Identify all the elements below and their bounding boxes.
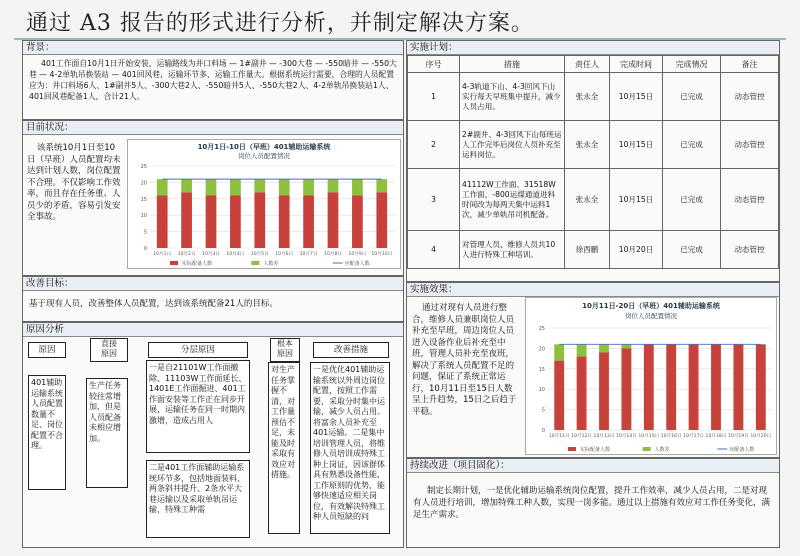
y-tick-label: 5 — [143, 229, 147, 236]
bar-diff — [554, 344, 564, 360]
x-tick-label: 10月8日 — [324, 252, 342, 257]
bar-diff — [328, 179, 339, 192]
bar-diff — [230, 179, 241, 195]
y-tick-label: 0 — [541, 428, 545, 434]
bar-actual — [230, 196, 241, 248]
plan-cell: 动态管控 — [721, 231, 779, 269]
sustain-panel — [406, 458, 780, 548]
bar-actual — [644, 344, 654, 430]
goal-panel — [22, 276, 404, 322]
table-row — [408, 231, 779, 269]
bar-diff — [206, 179, 217, 195]
x-tick-label: 10月2日 — [177, 252, 196, 257]
current-text: 该系统10月1日至10日（早班）人员配置均未达到计划人数，岗位配置不合理。不仅影响工作效率，而且存在任务重、人员少的矛盾，容易引发安全事故。 — [27, 143, 121, 222]
cause-layer-box-1: 一是自21101W工作面撤除、11103W工作面延长、1401E工作面掘进、401工作面安装等工作正在同步开展，运输任务在同一时期内激增，造成占用人 — [146, 360, 250, 453]
table-row — [408, 169, 779, 231]
plan-cell: 张永全 — [565, 73, 610, 121]
bar-actual — [279, 196, 290, 248]
plan-cell: 10月15日 — [610, 73, 663, 121]
y-tick-label: 10 — [140, 213, 147, 220]
y-tick-label: 25 — [140, 164, 147, 170]
plan-cell: 10月20日 — [610, 231, 663, 269]
background-header: 背景： — [23, 41, 403, 55]
y-tick-label: 5 — [541, 407, 545, 414]
plan-cell: 4-3轨道下山、4-3回风下山实行每天早班集中提升，减少人员占用。 — [460, 73, 565, 121]
legend-label: 人数差 — [263, 261, 279, 267]
x-tick-label: 10月5日 — [250, 252, 269, 257]
cause-h-measure: 改善措施 — [313, 342, 389, 358]
plan-cell: 已完成 — [663, 169, 721, 231]
legend-label: 实际配备人数 — [580, 447, 611, 453]
current-panel — [22, 120, 404, 276]
goal-text: 基于现有人员，改善整体人员配置，达到该系统配备21人的目标。 — [29, 299, 278, 309]
cause-h-root: 直接 原因 — [90, 338, 128, 362]
x-tick-label: 10月7日 — [299, 252, 318, 257]
y-tick-label: 0 — [143, 246, 147, 252]
y-tick-label: 20 — [140, 180, 147, 187]
x-tick-label: 10月12日 — [571, 434, 593, 439]
background-text: 401工作面自10月1日开始安装，运输路线为井口料场 — 1#副井 — -300大巷 — -550暗井 — -550大巷 — 4-2单轨吊换装站 — 401回风巷，运输环节多、运输工作量大。根据系统运行需要，合理的人员配置应为：井口料场6人、1#副井5人、-300大巷2人、-550暗井5人、-550大巷2人、4-2单轨吊换装站1人、401回风巷配备1人，合计21人。 — [29, 59, 397, 101]
bar-diff — [352, 179, 363, 195]
chart1-subtitle: 岗位人员配置情况 — [238, 152, 290, 160]
legend-label: 人数差 — [654, 447, 670, 453]
bar-actual — [254, 192, 265, 248]
plan-col-note: 备注 — [721, 56, 779, 73]
bar-diff — [621, 344, 631, 348]
plan-cell: 4 — [408, 231, 460, 269]
plan-col-time: 完成时间 — [610, 56, 663, 73]
bar-diff — [254, 179, 265, 192]
plan-col-status: 完成情况 — [663, 56, 721, 73]
bar-diff — [181, 179, 192, 192]
bar-actual — [328, 192, 339, 248]
table-row — [408, 121, 779, 169]
chart1-title: 10月1日-10日（早班）401辅助运输系统 — [197, 143, 331, 151]
plan-cell: 动态管控 — [721, 169, 779, 231]
y-tick-label: 15 — [538, 366, 545, 373]
chart2-subtitle: 岗位人员配置情况 — [625, 312, 677, 320]
plan-cell: 2 — [408, 121, 460, 169]
plan-cell: 10月15日 — [610, 121, 663, 169]
bar-actual — [689, 344, 699, 430]
plan-cell: 2#副井、4-3回风下山每班运人工作完毕后岗位人员补充至运料岗位。 — [460, 121, 565, 169]
x-tick-label: 10月16日 — [660, 434, 682, 439]
bar-actual — [206, 196, 217, 248]
current-header: 目前状况： — [23, 121, 403, 135]
x-tick-label: 10月18日 — [705, 434, 727, 439]
x-tick-label: 10月13日 — [593, 434, 615, 439]
effect-header: 实施效果： — [407, 283, 779, 297]
plan-panel — [406, 40, 780, 282]
chart-oct11-20 — [525, 297, 777, 455]
x-tick-label: 10月3日 — [202, 252, 220, 257]
cause-header: 原因分析 — [23, 323, 403, 337]
legend-swatch — [170, 261, 178, 265]
legend-swatch — [643, 447, 651, 451]
x-tick-label: 10月19日 — [727, 434, 749, 439]
plan-cell: 已完成 — [663, 231, 721, 269]
bar-actual — [181, 192, 192, 248]
chart2-title: 10月11日-20日（早班）401辅助运输系统 — [582, 302, 720, 310]
y-tick-label: 25 — [538, 326, 545, 332]
sustain-text: 制定长期计划，一是优化辅助运输系统岗位配置，提升工作效率，减少人员占用，二是对现有人员进行培训，增加特殊工种人数，实现一岗多能。通过以上措施有效应对工作任务变化，满足生产需求。 — [413, 486, 771, 520]
cause-h-fund: 根本 原因 — [270, 338, 300, 362]
bar-actual — [621, 348, 631, 430]
bar-actual — [303, 196, 314, 248]
plan-col-owner: 责任人 — [565, 56, 610, 73]
bar-diff — [279, 179, 290, 195]
plan-cell: 张永全 — [565, 121, 610, 169]
bar-diff — [577, 344, 587, 356]
x-tick-label: 10月15日 — [638, 434, 660, 439]
cause-h-layer: 分层原因 — [148, 342, 248, 358]
legend-swatch — [568, 447, 576, 451]
x-tick-label: 10月6日 — [275, 252, 294, 257]
background-panel — [22, 40, 404, 120]
cause-measure-box: 一是优化401辅助运输系统以外周边岗位配置，按照工作需要，采取分时集中运输，减少人员占用。将富余人员补充至401运输。二是集中培训管理人员，将维修人员培训成特殊工种上岗证，因该群体具有熟悉设备性能，工作原则的优势，能够快速适应相关岗位，有效解决特殊工种人员短缺的问 — [310, 362, 390, 534]
x-tick-label: 10月11日 — [548, 434, 570, 439]
plan-cell: 3 — [408, 169, 460, 231]
y-tick-label: 20 — [538, 346, 545, 353]
plan-cell: 徐西鹏 — [565, 231, 610, 269]
bar-diff — [157, 179, 168, 195]
plan-cell: 对管理人员、维修人员共10人进行特殊工种培训。 — [460, 231, 565, 269]
plan-table — [407, 55, 779, 269]
bar-actual — [577, 357, 587, 430]
plan-header: 实施计划： — [407, 41, 779, 55]
plan-col-no: 序号 — [408, 56, 460, 73]
x-tick-label: 10月20日 — [750, 434, 772, 439]
goal-header: 改善目标： — [23, 277, 403, 291]
cause-fund-box: 对生产任务掌握不清，对工作量预估不足，未能及时采取有效应对措施。 — [268, 362, 300, 534]
legend-label: 应配备人数 — [729, 447, 755, 453]
plan-cell: 1 — [408, 73, 460, 121]
bar-diff — [376, 179, 387, 192]
legend-label: 实际配备人数 — [182, 261, 213, 267]
table-row — [408, 73, 779, 121]
plan-cell: 已完成 — [663, 121, 721, 169]
sustain-header: 持续改进（项目固化）： — [407, 459, 779, 473]
plan-cell: 动态管控 — [721, 121, 779, 169]
effect-text: 通过对现有人员进行整合，维修人员兼职岗位人员补充至早班，周边岗位人员进入设备作业后补充至中班，管理人员补充至夜班，解决了系统人员配置不足的问题，保证了系统正常运行，10月11日至15日人数呈上升趋势，15日之后趋于平稳。 — [412, 303, 517, 417]
cause-root-box: 生产任务较往常增加，但是人员配备未相应增加。 — [86, 378, 128, 488]
x-tick-label: 10月10日 — [371, 252, 393, 257]
bar-diff — [599, 344, 609, 352]
plan-col-measure: 措施 — [460, 56, 565, 73]
legend-label: 应配备人数 — [344, 261, 370, 267]
x-tick-label: 10月4日 — [226, 252, 245, 257]
effect-panel — [406, 282, 780, 458]
bar-actual — [599, 352, 609, 430]
cause-h-reason: 原因 — [28, 342, 66, 358]
y-tick-label: 10 — [538, 387, 545, 394]
bar-actual — [352, 196, 363, 248]
x-tick-label: 10月14日 — [615, 434, 637, 439]
plan-cell: 10月15日 — [610, 169, 663, 231]
bar-actual — [666, 344, 676, 430]
chart2-svg — [526, 298, 778, 456]
bar-actual — [733, 344, 743, 430]
bar-actual — [711, 344, 721, 430]
bar-actual — [376, 192, 387, 248]
bar-actual — [756, 344, 766, 430]
x-tick-label: 10月9日 — [348, 252, 367, 257]
chart1-svg — [128, 140, 402, 270]
plan-cell: 动态管控 — [721, 73, 779, 121]
page-title: 通过 A3 报告的形式进行分析，并制定解决方案。 — [26, 11, 534, 36]
bar-diff — [303, 179, 314, 195]
plan-cell: 张永全 — [565, 169, 610, 231]
bar-actual — [157, 196, 168, 248]
plan-cell: 已完成 — [663, 73, 721, 121]
chart-oct1-10 — [127, 139, 401, 269]
x-tick-label: 10月17日 — [683, 434, 705, 439]
cause-reason-box: 401辅助运输系统人员配置数量不足、岗位配置不合理。 — [28, 375, 66, 490]
plan-cell: 41112W工作面、31518W工作面，-800运煤通道进料时间改为每两天集中运料1次，减少单轨吊司机配备。 — [460, 169, 565, 231]
x-tick-label: 10月1日 — [153, 252, 172, 257]
y-tick-label: 15 — [140, 196, 147, 203]
legend-swatch — [251, 261, 259, 265]
bar-actual — [554, 361, 564, 430]
cause-layer-box-2: 二是401工作面辅助运输系统环节多，包括地面装料、两条斜井提升、2条水平大巷运输以及采取单轨吊运输，特殊工种需 — [146, 460, 250, 538]
